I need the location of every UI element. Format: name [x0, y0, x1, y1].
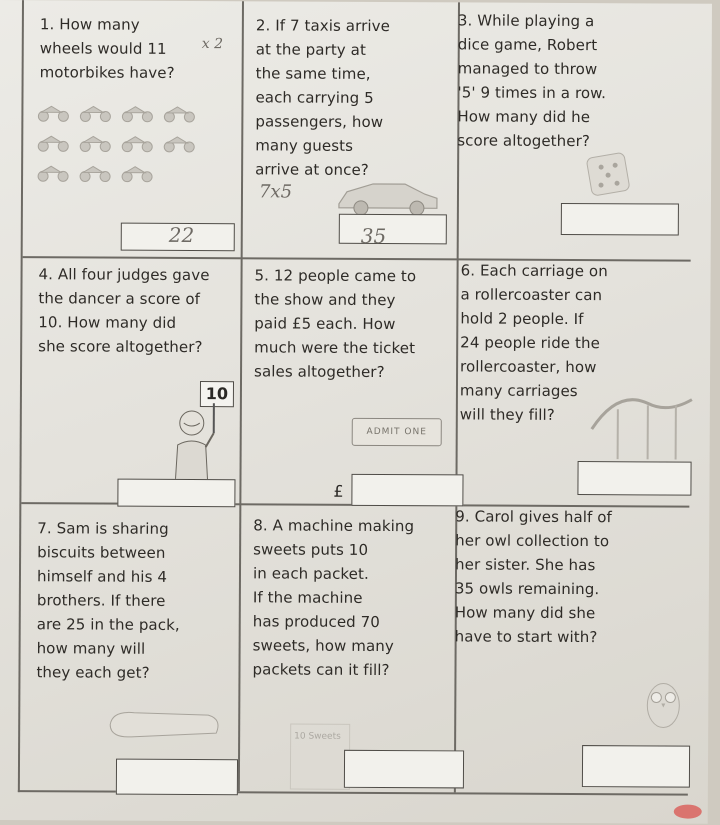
rollercoaster-picture [588, 389, 698, 460]
question-8-answer-box[interactable] [344, 750, 464, 789]
motorbike-icon [80, 106, 110, 121]
question-2-answer-box[interactable] [339, 214, 447, 245]
question-5-answer-box[interactable] [351, 474, 463, 507]
question-1-answer: 22 [168, 222, 195, 248]
question-1-cell [23, 0, 242, 257]
question-3-text: 3. While playing a dice game, Robert managed to throw '5' 9 times in a row. How many did he score altogether? [457, 11, 607, 151]
question-2-cell [241, 1, 458, 258]
question-5-cell [239, 257, 456, 504]
question-2-answer: 35 [360, 223, 387, 249]
owl-picture [638, 671, 688, 731]
scorecard-score: 10 [205, 384, 229, 404]
question-7-text: 7. Sam is sharing biscuits between himself and his 4 brothers. If there are 25 in the pack, how many will they each get? [36, 519, 180, 682]
question-3-answer-box[interactable] [561, 203, 679, 236]
question-4-cell [21, 256, 240, 503]
question-7-answer-box[interactable] [116, 759, 238, 796]
currency-symbol: £ [333, 481, 344, 501]
motorbike-icon [38, 166, 68, 181]
question-1-text: 1. How many wheels would 11 motorbikes have? [39, 15, 175, 82]
ticket-label: ADMIT ONE [366, 426, 427, 438]
question-6-answer-box[interactable] [577, 461, 691, 496]
motorbike-icon [122, 167, 152, 182]
question-6-text: 6. Each carriage on a rollercoaster can hold 2 people. If 24 people ride the rollercoaster, how many carriages will they fill? [459, 261, 608, 424]
corner-logo [668, 802, 708, 822]
question-2-working: 7x5 [258, 181, 293, 203]
question-3-cell [457, 2, 692, 259]
question-1-working: x 2 [201, 36, 224, 53]
biscuits-picture [104, 705, 224, 746]
motorbike-icon [164, 137, 194, 152]
motorbike-icon [38, 136, 68, 151]
admit-one-ticket [352, 418, 442, 446]
motorbike-icon [80, 136, 110, 151]
motorbike-icon [38, 106, 68, 121]
sweets-packet-picture [290, 724, 350, 790]
motorbike-icon [122, 137, 152, 152]
question-2-text: 2. If 7 taxis arrive at the party at the same time, each carrying 5 passengers, how many guests arrive at once? [255, 16, 391, 179]
question-9-cell [454, 504, 690, 793]
motorbike-icon [164, 107, 194, 122]
motorbike-icon [122, 107, 152, 122]
motorbikes-picture [29, 100, 239, 191]
question-4-text: 4. All four judges gave the dancer a score of 10. How many did she score altogether? [38, 265, 210, 357]
question-6-cell [455, 258, 690, 505]
question-9-text: 9. Carol gives half of her owl collection to her sister. She has 35 owls remaining. How many did she have to start with? [454, 507, 613, 647]
dice-picture [583, 151, 643, 201]
motorbike-icon [80, 166, 110, 181]
taxi-picture [333, 174, 443, 219]
question-8-text: 8. A machine making sweets puts 10 in each packet. If the machine has produced 70 sweets, how many packets can it fill? [252, 516, 415, 680]
question-9-answer-box[interactable] [582, 745, 690, 788]
question-8-cell [238, 503, 456, 792]
question-7-cell [20, 502, 240, 791]
judge-picture [161, 403, 231, 483]
question-5-text: 5. 12 people came to the show and they paid £5 each. How much were the ticket sales altogether? [254, 266, 417, 382]
question-grid [18, 0, 692, 795]
